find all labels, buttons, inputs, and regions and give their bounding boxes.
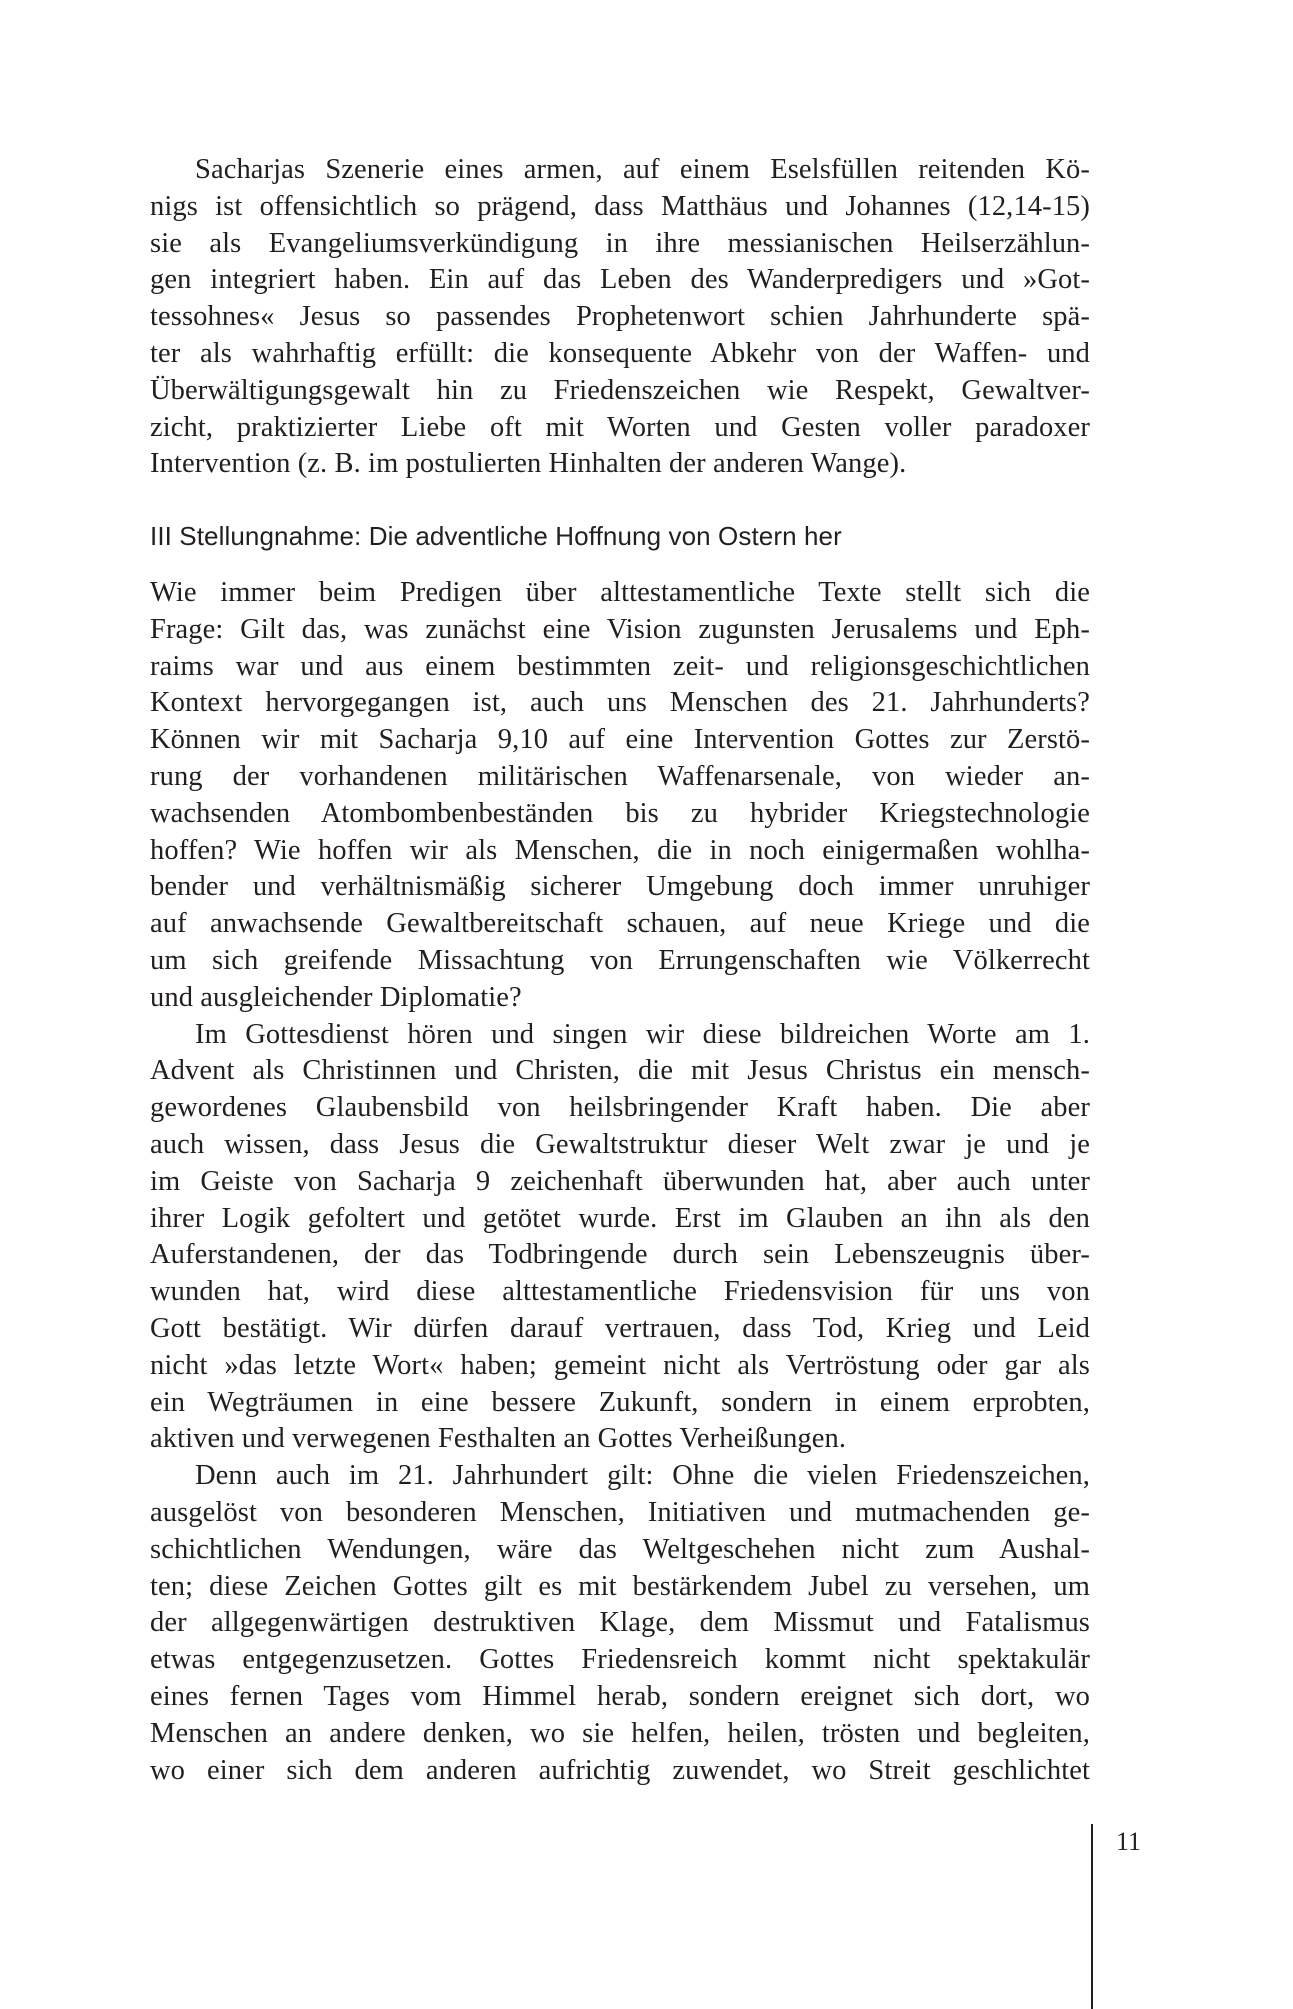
text-line: Gott bestätigt. Wir dürfen darauf vertrauen, dass Tod, Krieg und Leid: [150, 1312, 1090, 1344]
text-line: etwas entgegenzusetzen. Gottes Friedensreich kommt nicht spektakulär: [150, 1644, 1090, 1676]
text-line: im Geiste von Sacharja 9 zeichenhaft überwunden hat, aber auch unter: [150, 1165, 1090, 1197]
text-line: ter als wahrhaftig erfüllt: die konsequente Abkehr von der Waffen- und: [150, 337, 1090, 369]
text-line: sie als Evangeliumsverkündigung in ihre messianischen Heilserzählun-: [150, 227, 1090, 259]
text-line: Im Gottesdienst hören und singen wir diese bildreichen Worte am 1.: [195, 1018, 1090, 1050]
text-line: wunden hat, wird diese alttestamentliche Friedensvision für uns von: [150, 1276, 1090, 1308]
text-line: Intervention (z. B. im postulierten Hinhalten der anderen Wange).: [150, 448, 907, 480]
text-line: rung der vorhandenen militärischen Waffenarsenale, von wieder an-: [150, 760, 1090, 792]
text-line: wachsenden Atombombenbeständen bis zu hybrider Kriegstechnologie: [150, 797, 1090, 829]
section-heading: III Stellungnahme: Die adventliche Hoffnung von Ostern her: [150, 521, 842, 551]
text-line: raims war und aus einem bestimmten zeit- und religionsgeschichtlichen: [150, 650, 1090, 682]
text-line: bender und verhältnismäßig sicherer Umgebung doch immer unruhiger: [150, 871, 1090, 903]
text-line: ihrer Logik gefoltert und getötet wurde. Erst im Glauben an ihn als den: [150, 1202, 1090, 1234]
text-line: wo einer sich dem anderen aufrichtig zuwendet, wo Streit geschlichtet: [150, 1754, 1090, 1786]
text-line: eines fernen Tages vom Himmel herab, sondern ereignet sich dort, wo: [150, 1680, 1090, 1712]
text-line: Auferstandenen, der das Todbringende durch sein Lebenszeugnis über-: [150, 1239, 1090, 1271]
text-line: Frage: Gilt das, was zunächst eine Vision zugunsten Jerusalems und Eph-: [150, 613, 1090, 645]
text-line: aktiven und verwegenen Festhalten an Gottes Verheißungen.: [150, 1423, 847, 1455]
paragraph-1: [150, 152, 1090, 483]
text-line: nigs ist offensichtlich so prägend, dass Matthäus und Johannes (12,14-15): [150, 190, 1090, 222]
text-line: gewordenes Glaubensbild von heilsbringender Kraft haben. Die aber: [150, 1092, 1090, 1124]
text-line: um sich greifende Missachtung von Errungenschaften wie Völkerrecht: [150, 944, 1090, 976]
text-line: Advent als Christinnen und Christen, die mit Jesus Christus ein mensch-: [150, 1055, 1090, 1087]
text-line: ten; diese Zeichen Gottes gilt es mit bestärkendem Jubel zu versehen, um: [150, 1570, 1090, 1602]
page-number: 11: [1116, 1827, 1142, 1856]
text-line: ein Wegträumen in eine bessere Zukunft, sondern in einem erprobten,: [150, 1386, 1090, 1418]
text-line: Kontext hervorgegangen ist, auch uns Menschen des 21. Jahrhunderts?: [150, 687, 1090, 719]
text-line: der allgegenwärtigen destruktiven Klage, dem Missmut und Fatalismus: [150, 1607, 1090, 1639]
text-line: Menschen an andere denken, wo sie helfen, heilen, trösten und begleiten,: [150, 1717, 1090, 1749]
text-line: Sacharjas Szenerie eines armen, auf einem Eselsfüllen reitenden Kö-: [195, 154, 1090, 185]
text-line: Wie immer beim Predigen über alttestamentliche Texte stellt sich die: [150, 577, 1090, 608]
page-number-rule: [1091, 1824, 1093, 2009]
text-line: Denn auch im 21. Jahrhundert gilt: Ohne die vielen Friedenszeichen,: [195, 1460, 1090, 1492]
text-line: nicht »das letzte Wort« haben; gemeint nicht als Vertröstung oder gar als: [150, 1349, 1090, 1381]
text-line: schichtlichen Wendungen, wäre das Weltgeschehen nicht zum Aushal-: [150, 1533, 1090, 1565]
text-line: ausgelöst von besonderen Menschen, Initiativen und mutmachenden ge-: [150, 1496, 1090, 1528]
text-line: und ausgleichender Diplomatie?: [150, 981, 522, 1013]
text-line: Überwältigungsgewalt hin zu Friedenszeichen wie Respekt, Gewaltver-: [150, 374, 1090, 406]
text-line: Können wir mit Sacharja 9,10 auf eine Intervention Gottes zur Zerstö-: [150, 724, 1090, 756]
text-line: auch wissen, dass Jesus die Gewaltstruktur dieser Welt zwar je und je: [150, 1128, 1090, 1160]
text-line: hoffen? Wie hoffen wir als Menschen, die in noch einigermaßen wohlha-: [150, 834, 1090, 866]
text-line: zicht, praktizierter Liebe oft mit Worten und Gesten voller paradoxer: [150, 411, 1090, 443]
paragraph-2: [150, 575, 1090, 1789]
text-line: gen integriert haben. Ein auf das Leben des Wanderpredigers und »Got-: [150, 264, 1090, 296]
text-line: tessohnes« Jesus so passendes Prophetenwort schien Jahrhunderte spä-: [150, 301, 1090, 333]
text-line: auf anwachsende Gewaltbereitschaft schauen, auf neue Kriege und die: [150, 908, 1090, 940]
